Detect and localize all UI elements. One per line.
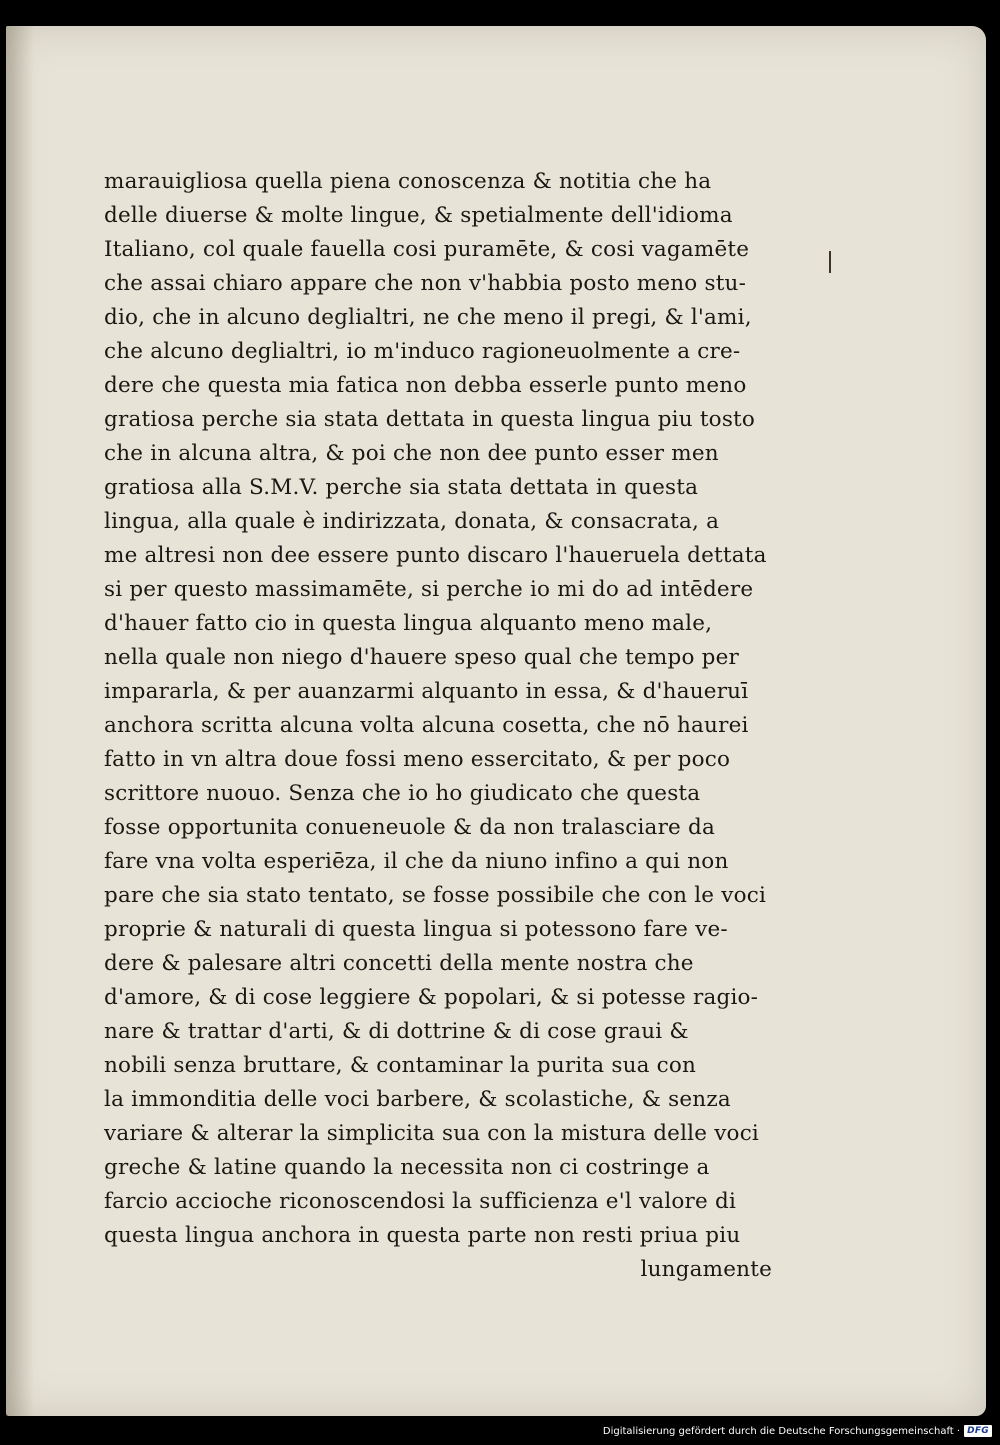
text-line: anchora scritta alcuna volta alcuna cosetta, che nō haurei bbox=[104, 713, 749, 738]
text-line: lingua, alla quale è indirizzata, donata, & consacrata, a bbox=[104, 509, 720, 534]
text-line: greche & latine quando la necessita non ci costringe a bbox=[104, 1155, 710, 1180]
text-line: che assai chiaro appare che non v'habbia posto meno stu- bbox=[104, 271, 747, 296]
margin-mark bbox=[829, 251, 831, 273]
text-line: delle diuerse & molte lingue, & spetialmente dell'idioma bbox=[104, 203, 733, 228]
text-line: scrittore nuouo. Senza che io ho giudicato che questa bbox=[104, 781, 701, 806]
text-line: d'amore, & di cose leggiere & popolari, & si potesse ragio- bbox=[104, 985, 759, 1010]
text-line: me altresi non dee essere punto discaro l'haueruela dettata bbox=[104, 543, 767, 568]
text-line: fosse opportunita conueneuole & da non tralasciare da bbox=[104, 815, 715, 840]
text-line: fatto in vn altra doue fossi meno essercitato, & per poco bbox=[104, 747, 731, 772]
text-line: dere che questa mia fatica non debba esserle punto meno bbox=[104, 373, 747, 398]
text-line: pare che sia stato tentato, se fosse possibile che con le voci bbox=[104, 883, 767, 908]
text-line: marauigliosa quella piena conoscenza & notitia che ha bbox=[104, 169, 712, 194]
text-line: questa lingua anchora in questa parte non resti priua piu bbox=[104, 1223, 741, 1248]
text-line: Italiano, col quale fauella cosi puramēte, & cosi vagamēte bbox=[104, 237, 750, 262]
text-line: dio, che in alcuno deglialtri, ne che meno il pregi, & l'ami, bbox=[104, 305, 752, 330]
text-line: nobili senza bruttare, & contaminar la purita sua con bbox=[104, 1053, 697, 1078]
text-line: nella quale non niego d'hauere speso qual che tempo per bbox=[104, 645, 740, 670]
text-line: gratiosa perche sia stata dettata in questa lingua piu tosto bbox=[104, 407, 756, 432]
text-line: si per questo massimamēte, si perche io mi do ad intēdere bbox=[104, 577, 754, 602]
text-line: nare & trattar d'arti, & di dottrine & di cose graui & bbox=[104, 1019, 689, 1044]
book-page bbox=[6, 26, 986, 1416]
text-line: impararla, & per auanzarmi alquanto in essa, & d'haueruī bbox=[104, 679, 749, 704]
digitization-credit bbox=[603, 1421, 992, 1441]
text-line: variare & alterar la simplicita sua con la mistura delle voci bbox=[104, 1121, 760, 1146]
catchword: lungamente bbox=[640, 1257, 772, 1282]
text-line: proprie & naturali di questa lingua si potessono fare ve- bbox=[104, 917, 728, 942]
text-line: che alcuno deglialtri, io m'induco ragioneuolmente a cre- bbox=[104, 339, 741, 364]
text-line: d'hauer fatto cio in questa lingua alquanto meno male, bbox=[104, 611, 713, 636]
text-line: fare vna volta esperiēza, il che da niuno infino a qui non bbox=[104, 849, 729, 874]
text-line: che in alcuna altra, & poi che non dee punto esser men bbox=[104, 441, 719, 466]
text-line: la immonditia delle voci barbere, & scolastiche, & senza bbox=[104, 1087, 731, 1112]
text-line: dere & palesare altri concetti della mente nostra che bbox=[104, 951, 694, 976]
credit-text: Digitalisierung gefördert durch die Deutsche Forschungsgemeinschaft · bbox=[602, 1425, 961, 1437]
page-text-block bbox=[104, 165, 794, 1287]
text-line: gratiosa alla S.M.V. perche sia stata dettata in questa bbox=[104, 475, 699, 500]
dfg-logo: DFG bbox=[964, 1425, 992, 1437]
text-line: farcio accioche riconoscendosi la sufficienza e'l valore di bbox=[104, 1189, 737, 1214]
